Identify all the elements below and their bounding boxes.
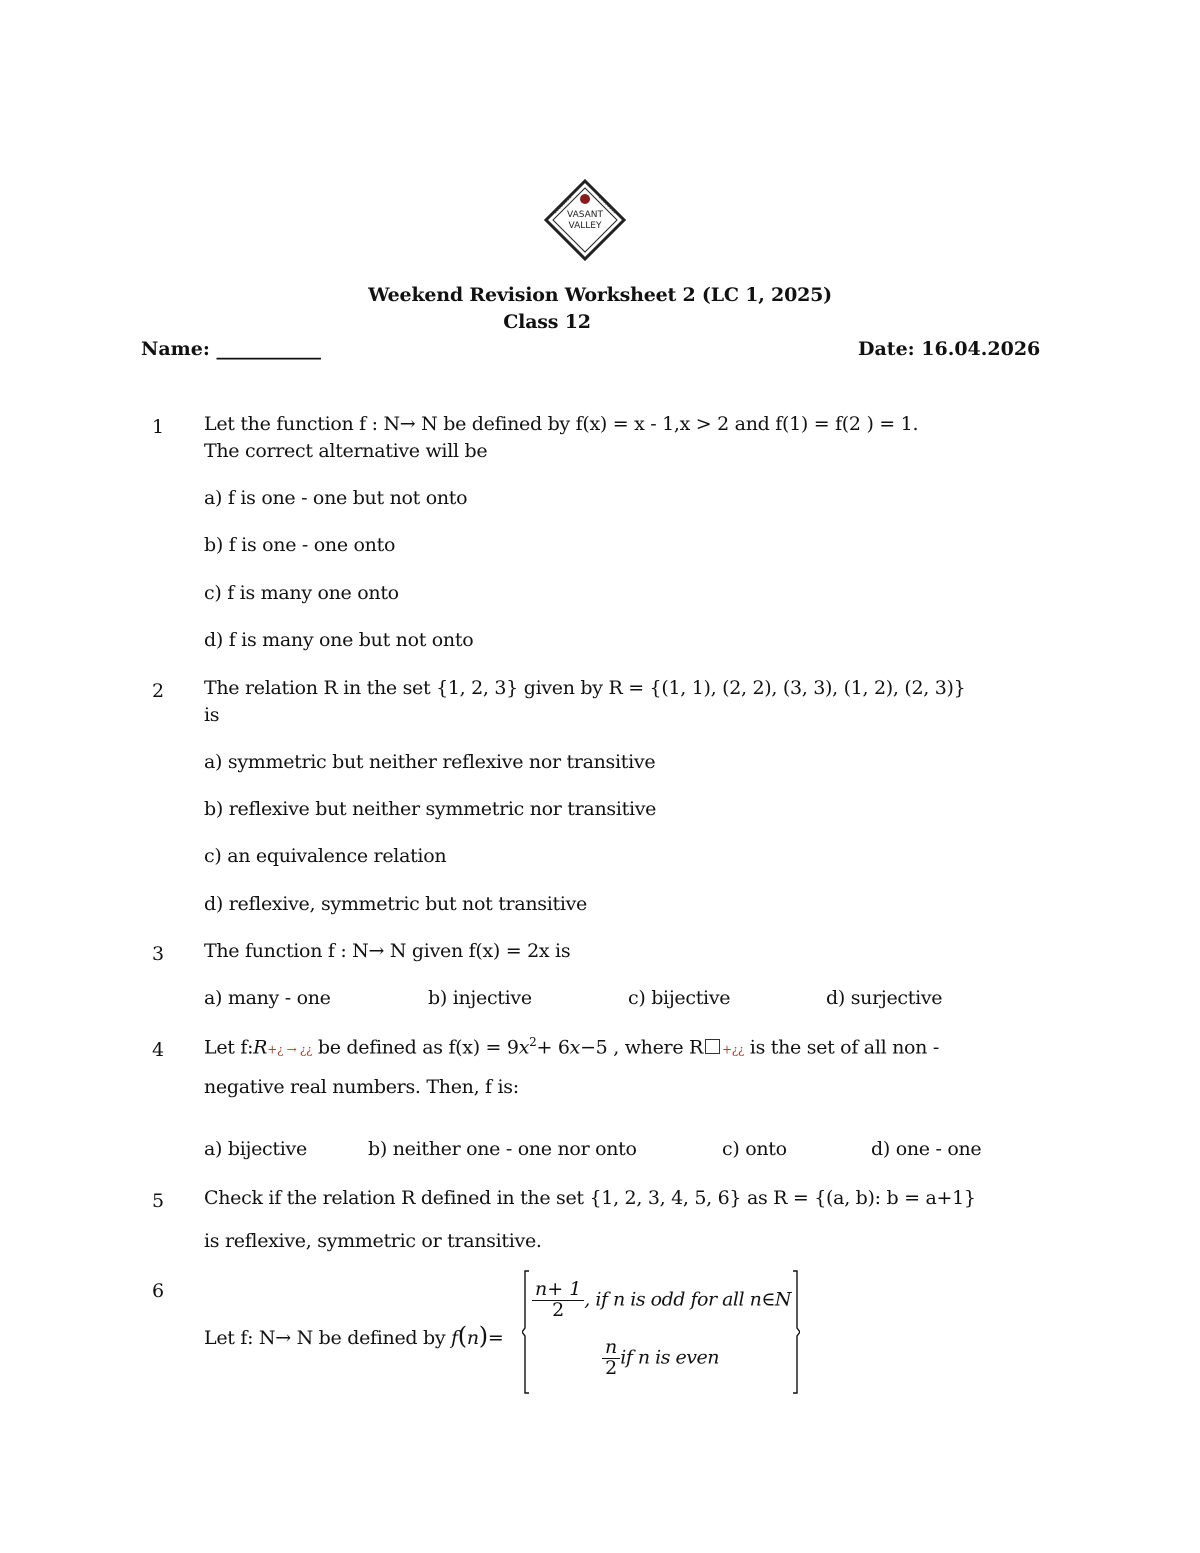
option-a: a) many - one bbox=[204, 987, 331, 1009]
question-text bbox=[204, 1322, 504, 1350]
option-c: c) bijective bbox=[628, 987, 731, 1009]
question-text: is bbox=[204, 704, 220, 726]
question-number: 2 bbox=[152, 680, 165, 702]
piecewise-case-even bbox=[602, 1338, 719, 1379]
question-number: 6 bbox=[152, 1280, 165, 1302]
case-condition: if n is even bbox=[620, 1346, 720, 1369]
fraction-denominator: 2 bbox=[552, 1298, 565, 1321]
question-number: 4 bbox=[152, 1039, 165, 1061]
question-text: Let the function f : N→ N be defined by f(x) = x - 1,x > 2 and f(1) = f(2 ) = 1. bbox=[204, 413, 919, 435]
garbled-glyph: +¿¿ bbox=[722, 1042, 745, 1057]
case-condition: , if n is odd for all n∈N bbox=[584, 1288, 792, 1311]
text-run: be defined as f(x) = 9 bbox=[312, 1036, 519, 1059]
text-run: is the set of all non - bbox=[744, 1036, 939, 1059]
option-b: b) f is one - one onto bbox=[204, 534, 396, 556]
option-c: c) onto bbox=[722, 1138, 787, 1160]
math-function: f bbox=[451, 1327, 458, 1349]
question-number: 3 bbox=[152, 943, 165, 965]
math-variable: x bbox=[518, 1036, 530, 1059]
worksheet-title: Weekend Revision Worksheet 2 (LC 1, 2025) bbox=[368, 284, 832, 306]
question-text: The relation R in the set {1, 2, 3} given by R = {(1, 1), (2, 2), (3, 3), (1, 2), (2, 3)} bbox=[204, 677, 966, 699]
option-a: a) f is one - one but not onto bbox=[204, 487, 468, 509]
text-run: + 6 bbox=[536, 1036, 570, 1059]
text-run: −5 , where R bbox=[580, 1036, 704, 1059]
date-label: Date: 16.04.2026 bbox=[858, 338, 1041, 360]
text-run: Let f: bbox=[204, 1036, 254, 1059]
fraction bbox=[602, 1338, 620, 1379]
class-line: Class 12 bbox=[503, 311, 591, 333]
paren-close: ) bbox=[478, 1322, 488, 1350]
math-variable: n bbox=[466, 1327, 479, 1349]
math-symbol: R bbox=[253, 1036, 268, 1059]
missing-glyph-box bbox=[705, 1039, 720, 1054]
text-run: Let f: N→ N be defined by bbox=[204, 1327, 452, 1349]
piecewise-case-odd bbox=[532, 1280, 791, 1321]
option-d: d) surjective bbox=[826, 987, 943, 1009]
question-text: The function f : N→ N given f(x) = 2x is bbox=[204, 940, 571, 962]
school-logo bbox=[543, 178, 627, 262]
option-b: b) neither one - one nor onto bbox=[368, 1138, 637, 1160]
question-text: is reflexive, symmetric or transitive. bbox=[204, 1230, 542, 1252]
equals-sign: = bbox=[487, 1327, 504, 1349]
option-a: a) bijective bbox=[204, 1138, 307, 1160]
option-b: b) reflexive but neither symmetric nor transitive bbox=[204, 798, 657, 820]
right-brace-icon bbox=[792, 1270, 800, 1394]
option-d: d) reflexive, symmetric but not transitive bbox=[204, 893, 588, 915]
fraction-denominator: 2 bbox=[605, 1356, 618, 1379]
option-a: a) symmetric but neither reflexive nor transitive bbox=[204, 751, 656, 773]
fraction-numerator: n bbox=[602, 1338, 620, 1359]
question-text: Check if the relation R defined in the set {1, 2, 3, 4, 5, 6} as R = {(a, b): b = a+1} bbox=[204, 1187, 976, 1209]
question-text bbox=[204, 1035, 939, 1058]
question-number: 5 bbox=[152, 1190, 165, 1212]
question-text: negative real numbers. Then, f is: bbox=[204, 1076, 519, 1098]
fraction bbox=[532, 1280, 584, 1321]
math-variable: x bbox=[569, 1036, 581, 1059]
option-b: b) injective bbox=[428, 987, 532, 1009]
name-field-label: Name: ___________ bbox=[141, 338, 321, 360]
fraction-numerator: n+ 1 bbox=[532, 1280, 584, 1301]
left-brace-icon bbox=[522, 1270, 530, 1394]
svg-text:VASANT: VASANT bbox=[566, 210, 604, 220]
question-number: 1 bbox=[152, 416, 165, 438]
paren-open: ( bbox=[457, 1322, 467, 1350]
option-d: d) f is many one but not onto bbox=[204, 629, 474, 651]
option-c: c) f is many one onto bbox=[204, 582, 399, 604]
question-text: The correct alternative will be bbox=[204, 440, 488, 462]
option-d: d) one - one bbox=[871, 1138, 982, 1160]
garbled-glyph: +¿ → ¿¿ bbox=[267, 1042, 313, 1057]
svg-text:VALLEY: VALLEY bbox=[568, 221, 602, 231]
option-c: c) an equivalence relation bbox=[204, 845, 447, 867]
exponent: 2 bbox=[529, 1035, 537, 1049]
